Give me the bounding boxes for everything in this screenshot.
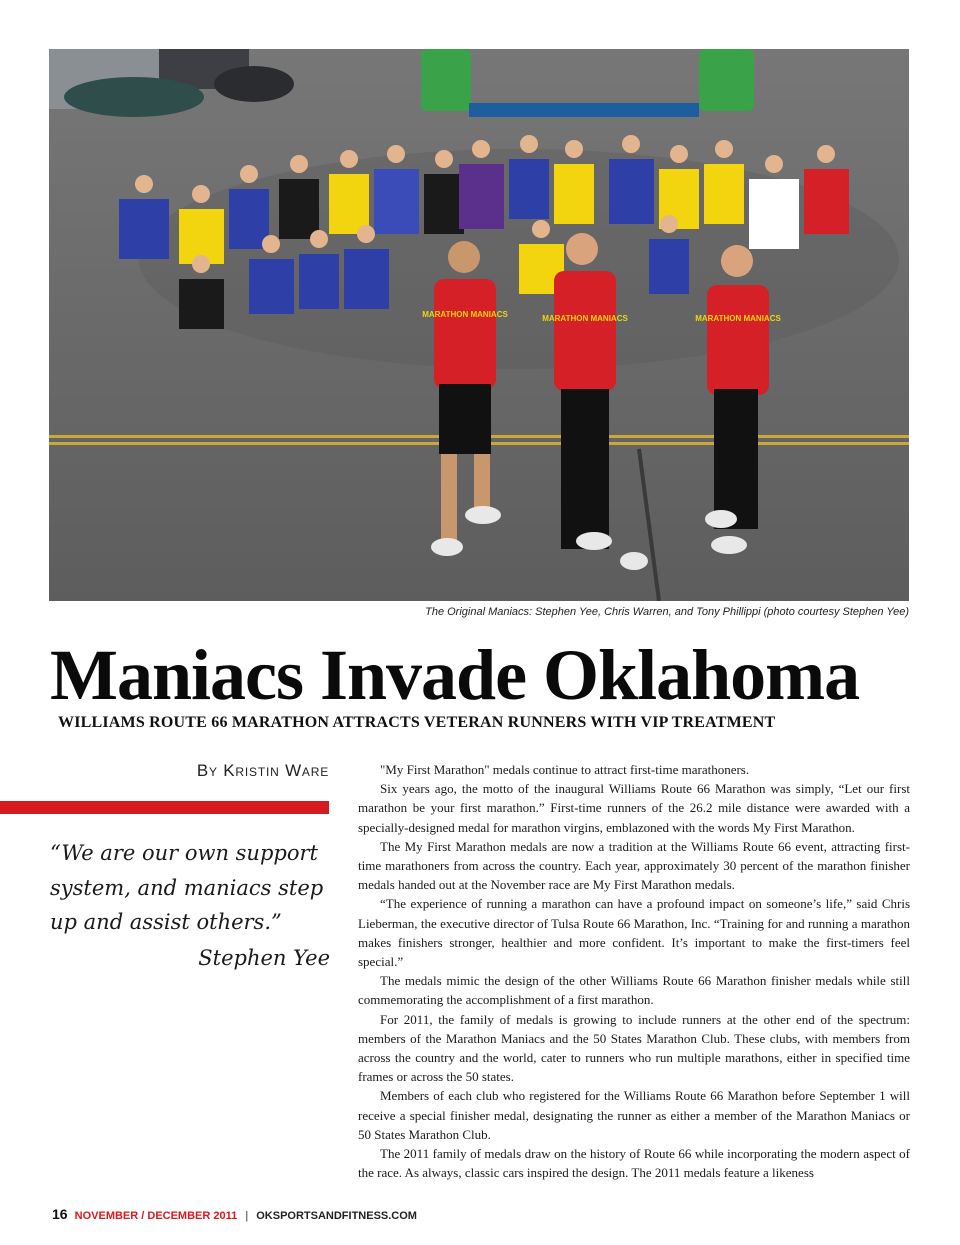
- issue-date: NOVEMBER / DECEMBER 2011: [74, 1210, 238, 1222]
- marathon-group-photo: [49, 49, 909, 601]
- paragraph: Six years ago, the motto of the inaugural Williams Route 66 Marathon was simply, “Let our first marathon be your first marathon.” First-time runners of the 26.2 mile distance were awarded with a specially-designed medal for marathon virgins, emblazoned with the words My First Marathon.: [358, 781, 910, 835]
- footer-separator: |: [245, 1210, 249, 1222]
- paragraph: "My First Marathon" medals continue to attract first-time marathoners.: [380, 762, 750, 777]
- shirt-text-left: MARATHON MANIACS: [422, 310, 508, 319]
- accent-divider: [0, 801, 329, 814]
- shirt-text-middle: MARATHON MANIACS: [542, 314, 628, 323]
- website-link[interactable]: OKSPORTSANDFITNESS.COM: [256, 1210, 417, 1222]
- paragraph: “The experience of running a marathon can have a profound impact on someone’s life,” said Chris Lieberman, the executive director of Tulsa Route 66 Marathon, Inc. “Training for and running a marathon makes finishers stronger, healthier and more confident. It’s important to make the first-timers feel special.”: [358, 896, 910, 970]
- shirt-text-right: MARATHON MANIACS: [695, 314, 781, 323]
- article-headline: Maniacs Invade Oklahoma: [50, 635, 860, 715]
- article-photo: [49, 49, 909, 601]
- paragraph: The medals mimic the design of the other Williams Route 66 Marathon finisher medals while still commemorating the accomplishment of a first marathon.: [358, 973, 910, 1008]
- photo-caption: The Original Maniacs: Stephen Yee, Chris Warren, and Tony Phillippi (photo courtesy Stephen Yee): [425, 606, 909, 618]
- paragraph: For 2011, the family of medals is growing to include runners at the other end of the spectrum: members of the Marathon Maniacs and the 50 States Marathon Club. These clubs, with members from across the country and the world, cater to runners who run multiple marathons, either in specified time frames or across the 50 states.: [358, 1011, 910, 1085]
- page-footer: [52, 1206, 417, 1222]
- paragraph: Members of each club who registered for the Williams Route 66 Marathon before September 1 will receive a special finisher medal, designating the runner as either a member of the Marathon Maniacs or 50 States Marathon Club.: [358, 1088, 910, 1142]
- pull-quote: [50, 836, 330, 975]
- article-body: [358, 760, 910, 1182]
- page-number: 16: [52, 1206, 68, 1222]
- byline: By Kristin Ware: [196, 761, 329, 780]
- pull-quote-author: Stephen Yee: [198, 945, 330, 970]
- article-subheadline: WILLIAMS ROUTE 66 MARATHON ATTRACTS VETERAN RUNNERS WITH VIP TREATMENT: [58, 714, 776, 731]
- pull-quote-text: “We are our own support system, and maniacs step up and assist others.”: [50, 841, 324, 934]
- paragraph: The My First Marathon medals are now a tradition at the Williams Route 66 event, attracting first-time marathoners from across the country. Each year, approximately 30 percent of the marathon finisher medals handed out at the November race are My First Marathon medals.: [358, 838, 910, 893]
- paragraph: The 2011 family of medals draw on the history of Route 66 while incorporating the modern aspect of the race. As always, classic cars inspired the design. The 2011 medals feature a likeness: [358, 1146, 910, 1181]
